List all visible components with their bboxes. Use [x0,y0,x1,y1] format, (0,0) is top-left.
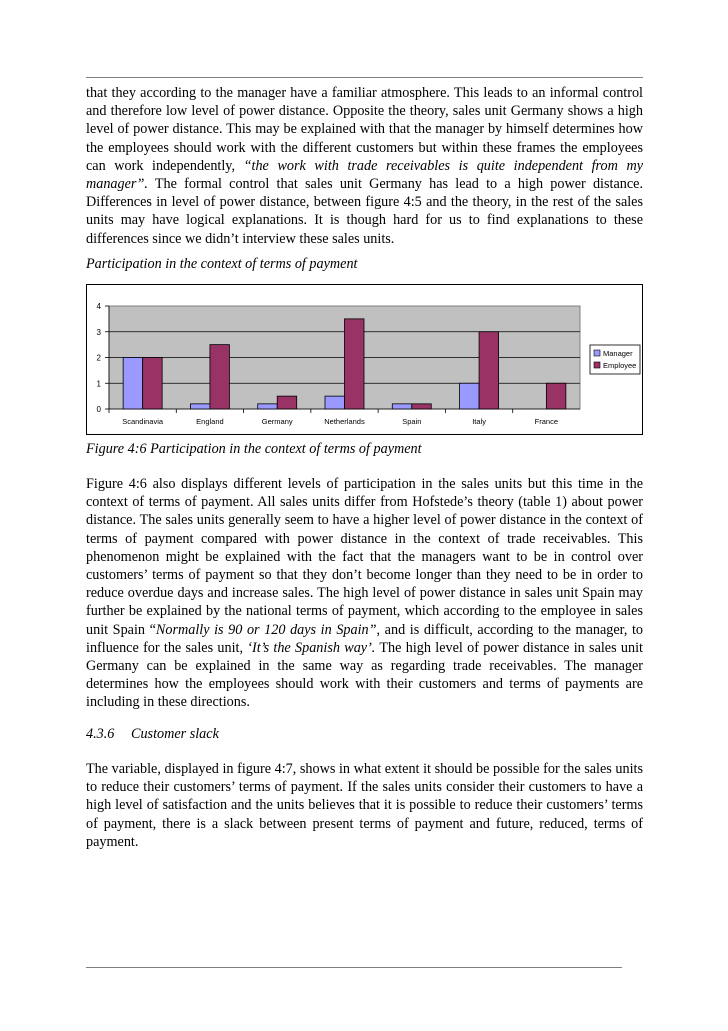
paragraph-power-distance [86,84,643,248]
x-tick-label: Italy [472,417,486,426]
subsection-heading [86,726,219,743]
bar-manager-spain [392,404,412,409]
paragraph-text: The formal control that sales unit Germany has lead to a high power distance. Differences in level of power distance, between figure 4:5 and the theory, in the rest of the sales units may have logical explanations. It is though hard for us to find explanations to these differences since we didn’t interview these sales units. [86,176,643,247]
section-title: Participation in the context of terms of payment [86,256,358,272]
x-tick-label: Netherlands [324,417,365,426]
figure-4-6-chart [86,284,643,435]
paragraph-terms-of-payment [86,475,643,712]
paragraph-customer-slack: The variable, displayed in figure 4:7, shows in what extent it should be possible for the sales units to reduce their customers’ terms of payment. If the sales units consider their customers to have a high level of satisfaction and the units believes that it is possible to reduce their customers’ terms of payment, there is a slack between present terms of payment and future, reduced, terms of payment. [86,761,643,850]
interview-quote: “the work with trade receivables is quite independent from my manager”. [86,157,644,193]
bar-employee-netherlands [345,319,365,409]
paragraph-text: that they according to the manager have a familiar atmosphere. This leads to an informal control and therefore low level of power distance. Opposite the theory, sales unit Germany shows a high level of power distance. This may be explained with that the manager by himself determines how the employees should work with the different customers but within these frames the employees can work independently, [86,85,643,174]
header-rule [86,77,643,78]
y-tick-label: 2 [96,353,101,363]
subsection-number: 4.3.6 [86,726,115,742]
bar-manager-netherlands [325,396,345,409]
bar-employee-italy [479,332,499,409]
y-tick-label: 4 [96,302,101,311]
legend-swatch-employee [594,362,600,368]
bar-employee-spain [412,404,432,409]
bar-manager-italy [460,383,480,409]
bar-employee-germany [277,396,297,409]
interview-quote: ‘It’s the Spanish way’. [247,639,376,656]
y-tick-label: 3 [96,327,101,337]
bar-employee-scandinavia [143,358,163,410]
footer-rule [86,967,622,968]
legend-label-manager: Manager [603,349,633,358]
paragraph-text: Figure 4:6 also displays different levels of participation in the sales units but this time in the context of terms of payment. All sales units differ from Hofstede’s theory (table 1) about power distance. The sales units generally seem to have a higher level of power distance in the context of terms of payment compared with power distance in the context of trade receivables. This phenomenon might be explained with the fact that the managers want to be in control over customers’ terms of payment so that they don’t become longer than they need to be in order to reduce overdue days and increase sales. The high level of power distance in sales unit Spain may further be explained by the national terms of payment, which according to the employee in sales unit Spain “ [86,476,643,638]
subsection-title: Customer slack [131,726,219,742]
paragraph-text: The high level of power distance in sales unit Germany can be explained in the same way as regarding trade receivables. The manager determines how the employees should work with their customers and terms of payments are including in these directions. [86,639,643,711]
bar-manager-scandinavia [123,358,143,410]
x-tick-label: Spain [402,417,422,426]
interview-quote: Normally is 90 or 120 days in Spain” [155,621,377,638]
bar-chart [87,285,642,434]
bar-manager-germany [258,404,278,409]
x-tick-label: England [196,417,224,426]
paragraph-text: , and is difficult, according to the manager, to influence for the sales unit, [86,621,644,656]
y-tick-label: 1 [96,379,101,389]
x-tick-label: Scandinavia [122,417,164,426]
y-tick-label: 0 [96,405,101,414]
bar-employee-france [546,383,566,409]
bar-manager-england [190,404,210,409]
x-tick-label: Germany [261,417,293,426]
legend-label-employee: Employee [603,361,637,370]
bar-employee-england [210,345,230,409]
x-tick-label: France [534,417,559,426]
figure-caption: Figure 4:6 Participation in the context of terms of payment [86,441,422,457]
legend-swatch-manager [594,350,600,356]
